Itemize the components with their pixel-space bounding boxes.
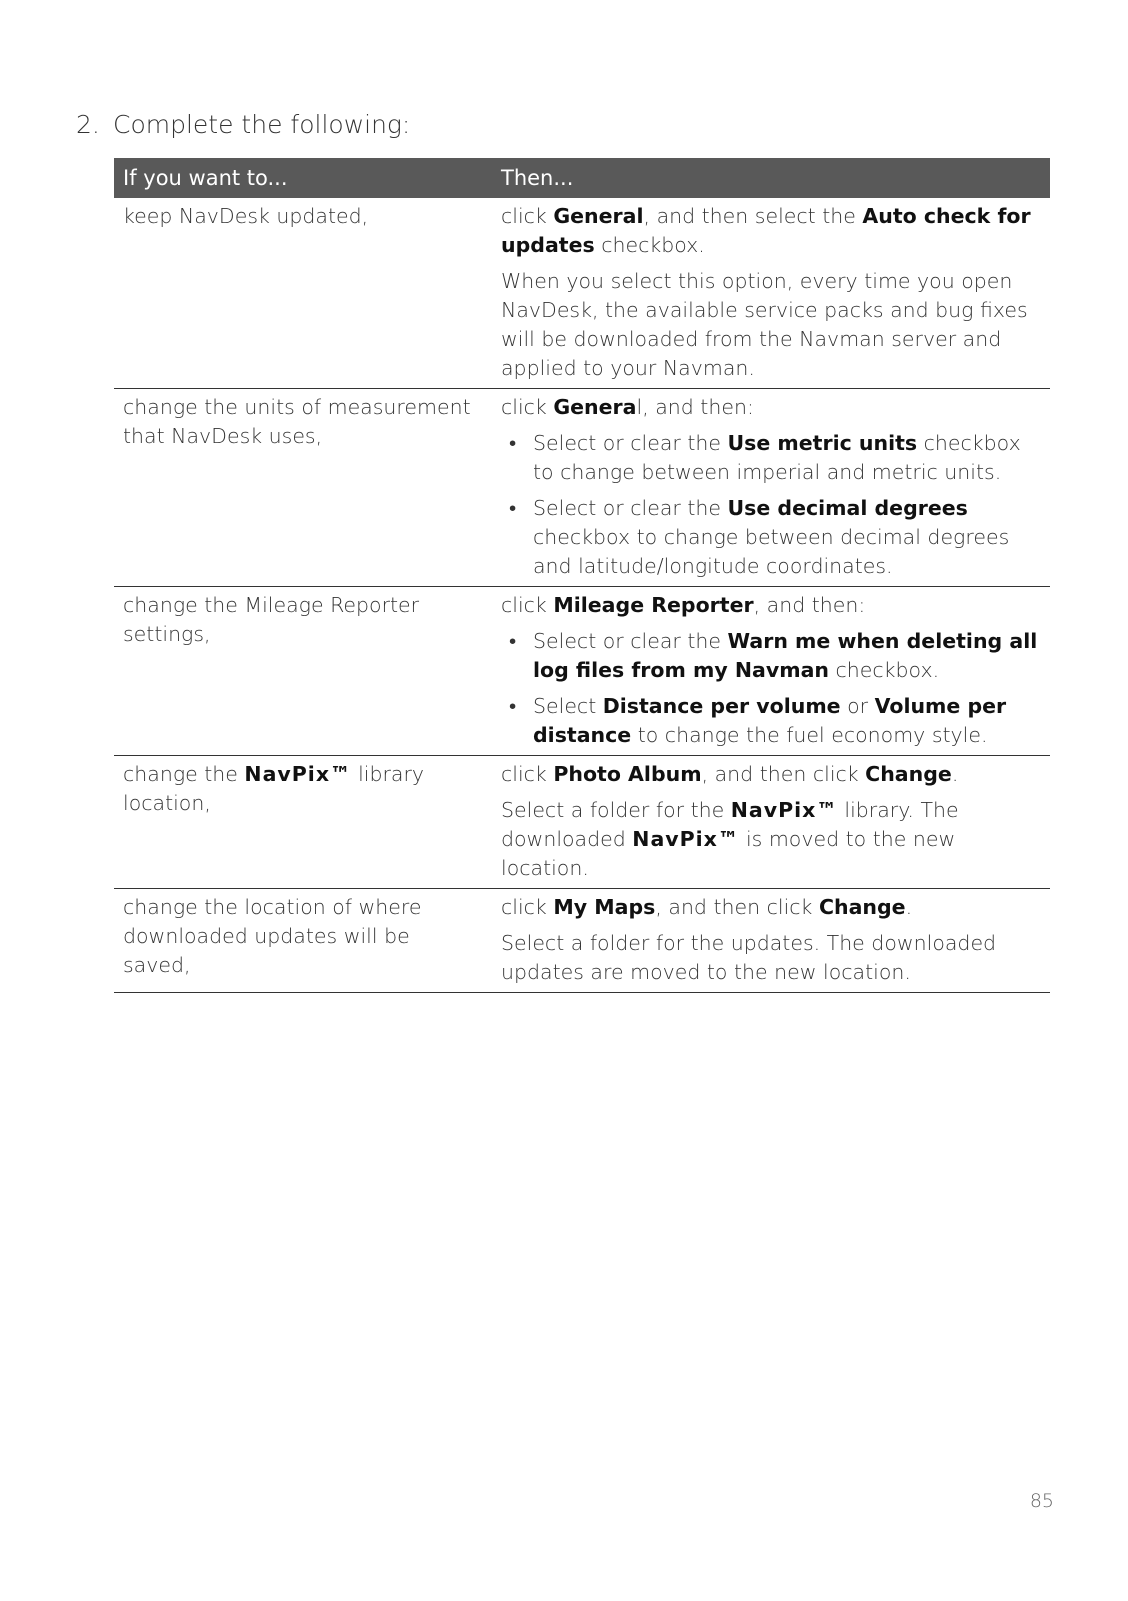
then-cell xyxy=(492,587,1050,756)
ui-term: Distance per volume xyxy=(602,694,841,718)
bullet-item: • Select or clear the Use metric units checkbox to change between imperial and metric units. xyxy=(501,429,1041,487)
want-cell: change the Mileage Reporter settings, xyxy=(114,587,492,756)
ui-term: General xyxy=(553,204,644,228)
ui-term: Change xyxy=(818,895,906,919)
then-cell xyxy=(492,198,1050,389)
table-row xyxy=(114,198,1050,389)
ui-term: Change xyxy=(865,762,952,786)
note-text: When you select this option, every time you open NavDesk, the available service packs and bug fixes will be downloaded from the Navman server and applied to your Navman. xyxy=(501,269,1028,380)
note-text: Select a folder for the updates. The downloaded updates are moved to the new location. xyxy=(501,931,997,984)
bullet-item: • Select or clear the Use decimal degrees checkbox to change between decimal degrees and latitude/longitude coordinates. xyxy=(501,494,1041,581)
navpix-brand: NavPix™ xyxy=(632,827,740,851)
ui-term: Use metric units xyxy=(727,431,918,455)
table-row xyxy=(114,889,1050,993)
then-cell xyxy=(492,389,1050,587)
navpix-brand: NavPix™ xyxy=(730,798,838,822)
then-cell xyxy=(492,889,1050,993)
ui-term: Auto check for updates xyxy=(501,204,1031,257)
instruction-line: click General, and then: xyxy=(501,395,754,419)
want-cell: change the location of where downloaded updates will be saved, xyxy=(114,889,492,993)
instruction-line: click Photo Album, and then click Change. xyxy=(501,762,959,786)
bullet-list xyxy=(501,429,1041,581)
ui-term: Use decimal degrees xyxy=(727,496,968,520)
navpix-brand: NavPix™ xyxy=(244,762,352,786)
instruction-line: click Mileage Reporter, and then: xyxy=(501,593,866,617)
bullet-item: • Select Distance per volume or Volume per distance to change the fuel economy style. xyxy=(501,692,1041,750)
header-want: If you want to... xyxy=(114,158,492,198)
then-cell xyxy=(492,756,1050,889)
header-then: Then... xyxy=(492,158,1050,198)
want-cell: keep NavDesk updated, xyxy=(114,198,492,389)
settings-table xyxy=(114,158,1050,993)
ui-term: Volume per distance xyxy=(533,694,1007,747)
table-header-row xyxy=(114,158,1050,198)
instruction-line: click My Maps, and then click Change. xyxy=(501,895,913,919)
table-row xyxy=(114,756,1050,889)
ui-term: Warn me when deleting all log files from my Navman xyxy=(533,629,1038,682)
table-row xyxy=(114,389,1050,587)
want-cell: change the units of measurement that NavDesk uses, xyxy=(114,389,492,587)
bullet-item: • Select or clear the Warn me when deleting all log files from my Navman checkbox. xyxy=(501,627,1041,685)
ui-term: My Maps xyxy=(553,895,656,919)
step-instruction xyxy=(76,110,410,139)
step-text: Complete the following: xyxy=(113,110,411,139)
instruction-line: click General, and then select the Auto check for updates checkbox. xyxy=(501,204,1031,257)
want-cell: change the NavPix™ library location, xyxy=(114,756,492,889)
ui-term: Mileage Reporter xyxy=(553,593,754,617)
ui-term: Genera xyxy=(553,395,637,419)
step-number: 2. xyxy=(76,110,100,139)
ui-term: Photo Album xyxy=(553,762,702,786)
note-text: Select a folder for the NavPix™ library. The downloaded NavPix™ is moved to the new location. xyxy=(501,798,959,880)
page-number: 85 xyxy=(1029,1490,1054,1512)
bullet-list xyxy=(501,627,1041,750)
table-row xyxy=(114,587,1050,756)
